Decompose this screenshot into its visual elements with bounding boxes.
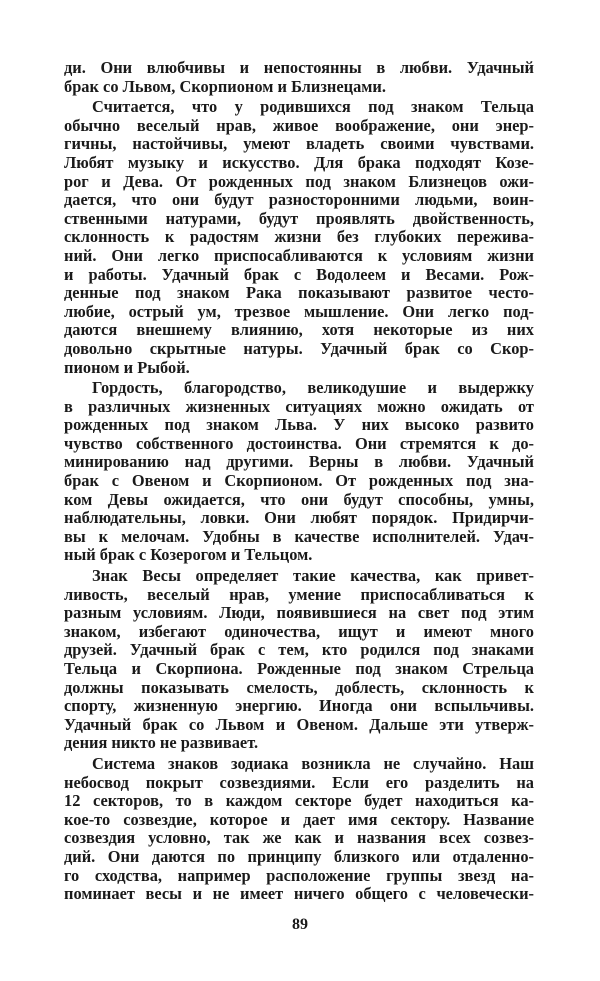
- text-line: наблюдательны, ловки. Они любят порядок. Придирчи-: [64, 508, 534, 528]
- text-line: брак со Львом, Скорпионом и Близнецами.: [64, 76, 386, 96]
- text-line: кое-то созвездие, которое и дает имя сектору. Название: [64, 809, 534, 829]
- paragraph: [64, 98, 534, 377]
- text-line: Знак Весы определяет такие качества, как привет-: [92, 566, 534, 586]
- text-line: ливость, веселый нрав, умение приспосабливаться к: [64, 584, 534, 604]
- text-line: ний. Они легко приспосабливаются к условиям жизни: [64, 245, 534, 265]
- text-line: небосвод покрыт созвездиями. Если его разделить на: [64, 772, 534, 792]
- text-line: даются внешнему влиянию, хотя некоторые из них: [64, 320, 534, 340]
- text-line: денные под знаком Рака показывают развитое често-: [64, 283, 534, 303]
- text-line: ный брак с Козерогом и Тельцом.: [64, 545, 313, 565]
- text-line: дается, что они будут разносторонними людьми, воин-: [64, 190, 534, 210]
- paragraph: [64, 379, 534, 565]
- text-line: Считается, что у родившихся под знаком Тельца: [92, 97, 534, 117]
- text-line: поминает весы и не имеет ничего общего с человечески-: [64, 884, 534, 904]
- paragraph: [64, 567, 534, 753]
- text-line: вы к мелочам. Удобны в качестве исполнителей. Удач-: [64, 526, 534, 546]
- text-line: склонность к радостям жизни без глубоких пережива-: [64, 227, 534, 247]
- text-line: брак с Овеном и Скорпионом. От рожденных под зна-: [64, 471, 534, 491]
- text-line: и работы. Удачный брак с Водолеем и Весами. Рож-: [64, 264, 534, 284]
- text-line: Удачный брак со Львом и Овеном. Дальше эти утверж-: [64, 714, 534, 734]
- text-line: обычно веселый нрав, живое воображение, они энер-: [64, 115, 534, 135]
- text-line: рог и Дева. От рожденных под знаком Близнецов ожи-: [64, 171, 534, 191]
- text-line: рожденных под знаком Льва. У них высоко развито: [64, 415, 534, 435]
- text-line: Любят музыку и искусство. Для брака подходят Козе-: [64, 152, 534, 172]
- text-line: го сходства, например расположение группы звезд на-: [64, 865, 534, 885]
- text-line: должны показывать смелость, доблесть, склонность к: [64, 677, 534, 697]
- text-line: 12 секторов, то в каждом секторе будет находиться ка-: [64, 791, 534, 811]
- text-line: довольно скрытные натуры. Удачный брак со Скор-: [64, 338, 534, 358]
- text-line: минированию над другими. Верны в любви. Удачный: [64, 452, 534, 472]
- text-line: дения никто не развивает.: [64, 733, 259, 753]
- text-line: дий. Они даются по принципу близкого или отдаленно-: [64, 846, 534, 866]
- text-line: Система знаков зодиака возникла не случайно. Наш: [92, 753, 534, 773]
- text-line: спорту, жизненную энергию. Иногда они вспыльчивы.: [64, 696, 534, 716]
- text-line: друзей. Удачный брак с тем, кто родился под знаками: [64, 640, 534, 660]
- page-body-text: [64, 59, 534, 906]
- text-line: ди. Они влюбчивы и непостоянны в любви. Удачный: [64, 58, 534, 77]
- text-line: гичны, настойчивы, умеют владеть своими чувствами.: [64, 134, 534, 154]
- text-line: чувство собственного достоинства. Они стремятся к до-: [64, 433, 534, 453]
- text-line: ком Девы ожидается, что они будут способны, умны,: [64, 489, 534, 509]
- text-line: Тельца и Скорпиона. Рожденные под знаком Стрельца: [64, 659, 534, 678]
- text-line: в различных жизненных ситуациях можно ожидать от: [64, 396, 534, 416]
- paragraph: [64, 59, 534, 96]
- text-line: созвездия условно, так же как и названия всех созвез-: [64, 828, 534, 848]
- text-line: ственными натурами, будут проявлять двойственность,: [64, 208, 534, 228]
- text-line: Гордость, благородство, великодушие и выдержку: [92, 378, 534, 398]
- text-line: пионом и Рыбой.: [64, 357, 190, 377]
- text-line: любие, острый ум, трезвое мышление. Они легко под-: [64, 301, 534, 321]
- page-number: 89: [292, 916, 308, 933]
- text-line: разным условиям. Люди, появившиеся на свет под этим: [64, 603, 534, 623]
- text-line: знаком, избегают одиночества, ищут и имеют много: [64, 621, 534, 641]
- paragraph: [64, 755, 534, 904]
